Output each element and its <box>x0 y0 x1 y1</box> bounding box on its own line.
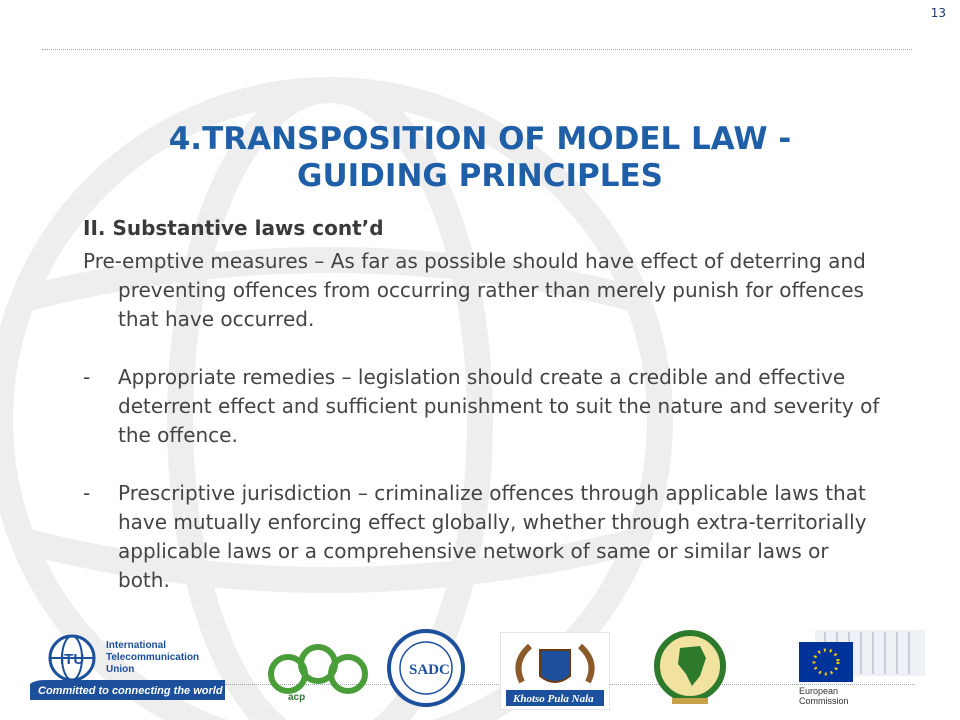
slide-title: 4.TRANSPOSITION OF MODEL LAW - GUIDING PRINCIPLES <box>168 121 792 194</box>
bullet-text: Prescriptive jurisdiction – criminalize offences through applicable laws that have mutually enforcing effect globally, whether through extra-territorially applicable laws or a comprehensive network of same or similar laws or both. <box>118 481 867 592</box>
intro-paragraph: Pre-emptive measures – As far as possible should have effect of deterring and preventing offences from occurring rather than merely punish for offences that have occurred. <box>83 249 866 331</box>
ec-name-line2: Commission <box>799 696 849 706</box>
top-divider <box>42 49 912 50</box>
itu-name-line1: International <box>106 640 167 651</box>
african-union-emblem <box>640 628 740 708</box>
ec-name-line1: European <box>799 686 839 696</box>
lesotho-motto: Khotso Pula Nala <box>513 693 594 705</box>
european-commission-logo <box>795 624 935 708</box>
sadc-text: SADC <box>409 662 450 678</box>
bullet-item <box>83 363 883 450</box>
bullet-text: Appropriate remedies – legislation should create a credible and effective deterrent effect and sufficient punishment to suit the nature and severity of the offence. <box>118 365 880 447</box>
slide-body <box>83 214 883 595</box>
itu-tagline: Committed to connecting the world <box>38 685 223 697</box>
itu-name-line3: Union <box>106 664 135 675</box>
slide-number: 13 <box>930 6 946 20</box>
section-subheading: II. Substantive laws cont’d <box>83 216 384 240</box>
bullet-item <box>83 479 883 595</box>
itu-logo <box>30 626 225 706</box>
lesotho-coat-of-arms <box>500 632 610 710</box>
partner-logos <box>0 624 960 720</box>
bullet-dash: - <box>83 365 91 389</box>
acp-logo <box>268 634 368 704</box>
itu-abbr: ITU <box>60 651 85 668</box>
acp-text: acp <box>288 692 306 703</box>
sadc-logo <box>378 628 474 708</box>
itu-name-line2: Telecommunication <box>106 652 200 663</box>
bullet-dash: - <box>83 481 91 505</box>
